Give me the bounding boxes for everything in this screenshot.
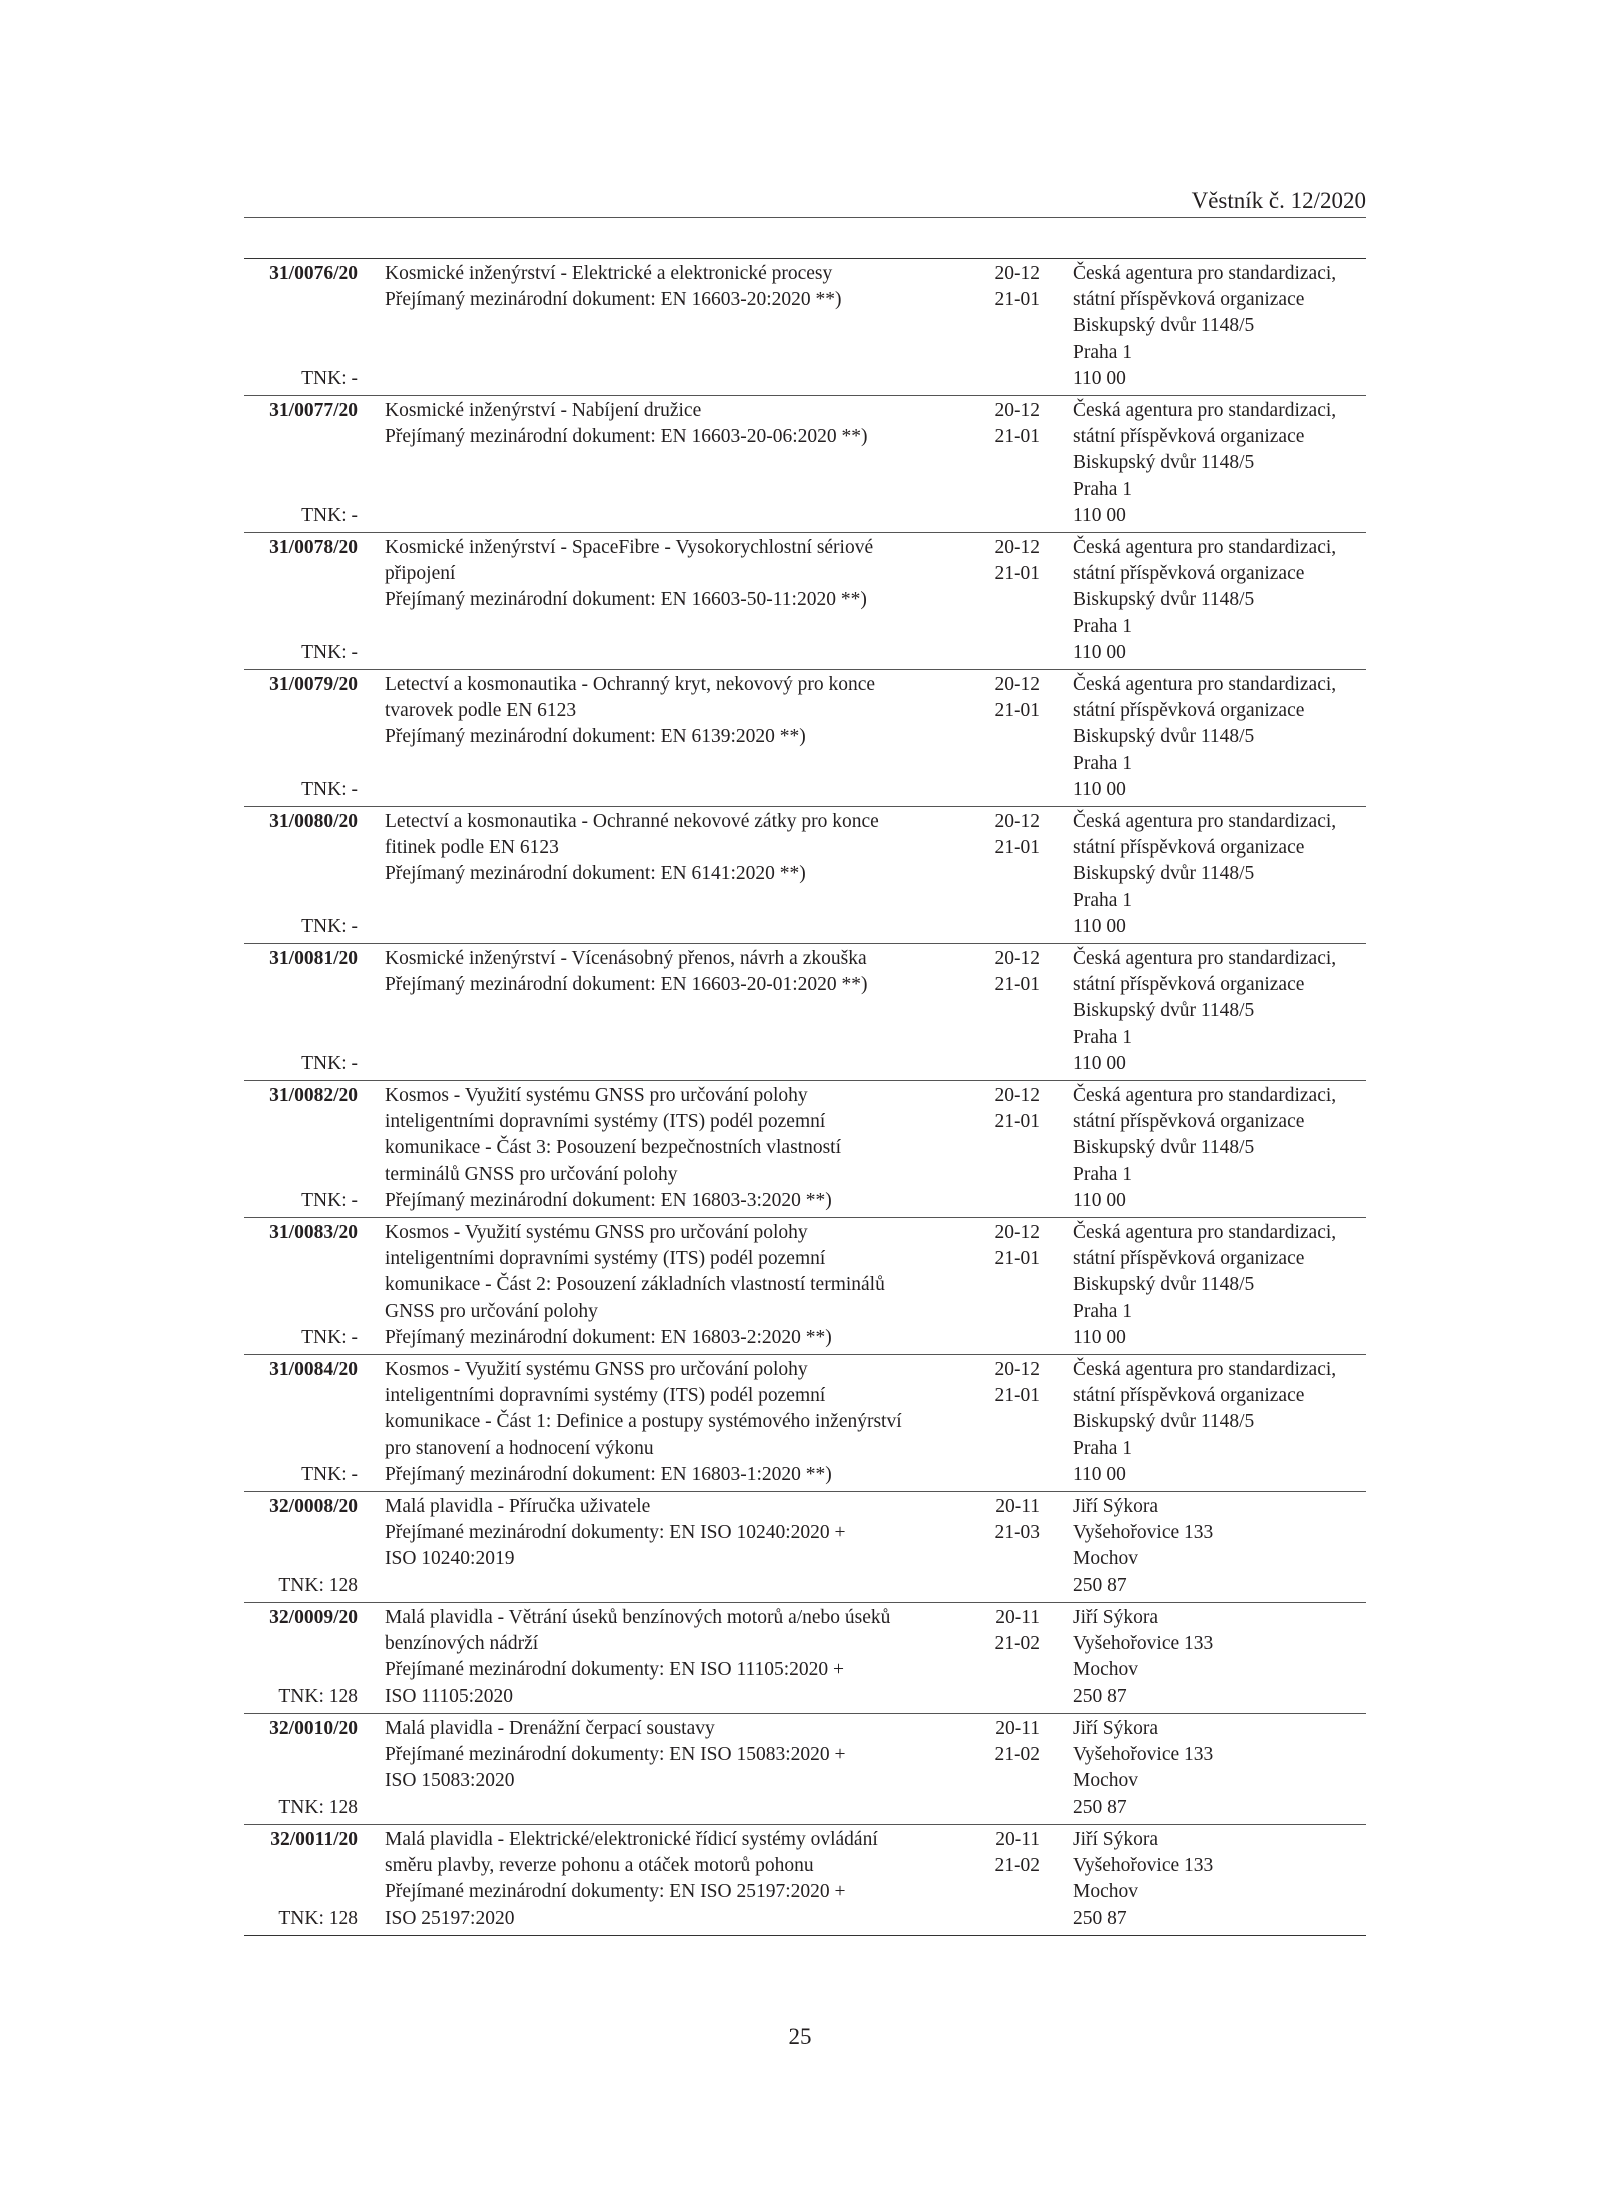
standard-title [385, 1605, 891, 1710]
date-value: 20-12 [994, 1085, 1040, 1106]
dates [990, 261, 1040, 313]
date-value: 20-12 [994, 948, 1040, 969]
address-line: státní příspěvková organizace [1073, 289, 1305, 311]
standard-title [385, 1716, 846, 1795]
dates [990, 535, 1040, 587]
journal-header: Věstník č. 12/2020 [1191, 188, 1366, 213]
standard-code: 32/0008/20 [269, 1496, 358, 1517]
address-line: Biskupský dvůr 1148/5 [1073, 589, 1255, 611]
processor-address [1073, 1827, 1373, 1932]
tnk-label: TNK: - [301, 778, 358, 800]
date-value: 20-12 [994, 537, 1040, 558]
title-line: tvarovek podle EN 6123 [385, 700, 577, 722]
address-line: Biskupský dvůr 1148/5 [1073, 452, 1255, 474]
table-row [244, 1713, 1366, 1824]
date-value: 20-12 [994, 811, 1040, 832]
tnk-label: TNK: - [301, 915, 358, 937]
date-value: 21-01 [994, 1111, 1040, 1133]
address-line: státní příspěvková organizace [1073, 837, 1305, 859]
processor-address [1073, 946, 1373, 1077]
header-rule [244, 217, 1366, 218]
date-value: 20-12 [994, 263, 1040, 284]
address-line: státní příspěvková organizace [1073, 700, 1305, 722]
title-line: Přejímané mezinárodní dokumenty: EN ISO 10240:2020 + [385, 1522, 846, 1544]
title-line: Přejímaný mezinárodní dokument: EN 16803-1:2020 **) [385, 1463, 832, 1485]
standard-title [385, 946, 868, 998]
title-line: Letectví a kosmonautika - Ochranný kryt, nekovový pro konce [385, 674, 876, 695]
standard-title [385, 261, 842, 313]
title-line: Kosmické inženýrství - Elektrické a elektronické procesy [385, 263, 833, 284]
date-value: 20-11 [995, 1718, 1040, 1739]
table-row [244, 1217, 1366, 1354]
address-line: Praha 1 [1073, 1026, 1133, 1048]
processor-address [1073, 261, 1373, 392]
date-value: 21-01 [994, 837, 1040, 859]
title-line: Přejímaný mezinárodní dokument: EN 6139:2020 **) [385, 726, 806, 748]
title-line: Přejímaný mezinárodní dokument: EN 16603-50-11:2020 **) [385, 589, 867, 611]
dates [990, 1220, 1040, 1272]
standard-code: 31/0080/20 [269, 811, 358, 832]
date-value: 21-01 [994, 1248, 1040, 1270]
title-line: terminálů GNSS pro určování polohy [385, 1163, 678, 1185]
address-line: Jiří Sýkora [1073, 1829, 1159, 1850]
address-line: Biskupský dvůr 1148/5 [1073, 1000, 1255, 1022]
dates [990, 672, 1040, 724]
address-line: Mochov [1073, 1881, 1138, 1903]
tnk-label: TNK: 128 [278, 1796, 358, 1818]
address-line: 250 87 [1073, 1574, 1127, 1596]
title-line: inteligentními dopravními systémy (ITS) podél pozemní [385, 1111, 826, 1133]
address-line: Česká agentura pro standardizaci, [1073, 811, 1337, 832]
standard-title [385, 1357, 902, 1488]
table-row [244, 1080, 1366, 1217]
title-line: Přejímané mezinárodní dokumenty: EN ISO 11105:2020 + [385, 1659, 845, 1681]
standard-code: 32/0010/20 [269, 1718, 358, 1739]
table-row [244, 943, 1366, 1080]
address-line: 250 87 [1073, 1685, 1127, 1707]
processor-address [1073, 535, 1373, 666]
table-row [244, 532, 1366, 669]
address-line: 110 00 [1073, 1052, 1126, 1074]
tnk-label: TNK: 128 [278, 1907, 358, 1929]
address-line: Vyšehořovice 133 [1073, 1855, 1214, 1877]
address-line: 110 00 [1073, 1463, 1126, 1485]
address-line: Biskupský dvůr 1148/5 [1073, 1137, 1255, 1159]
standard-code: 31/0077/20 [269, 400, 358, 421]
address-line: 110 00 [1073, 915, 1126, 937]
address-line: Praha 1 [1073, 615, 1133, 637]
standard-title [385, 809, 879, 888]
dates [990, 946, 1040, 998]
standards-table [244, 258, 1366, 1936]
date-value: 20-12 [994, 1222, 1040, 1243]
title-line: Přejímaný mezinárodní dokument: EN 16803-3:2020 **) [385, 1189, 832, 1211]
title-line: připojení [385, 563, 456, 585]
standard-title [385, 398, 868, 450]
address-line: 110 00 [1073, 1189, 1126, 1211]
table-row [244, 669, 1366, 806]
title-line: Kosmické inženýrství - Nabíjení družice [385, 400, 702, 421]
standard-title [385, 1220, 885, 1351]
dates [990, 1605, 1040, 1657]
address-line: 110 00 [1073, 367, 1126, 389]
title-line: Malá plavidla - Elektrické/elektronické řídicí systémy ovládání [385, 1829, 878, 1850]
dates [990, 809, 1040, 861]
address-line: 250 87 [1073, 1796, 1127, 1818]
date-value: 20-12 [994, 674, 1040, 695]
table-row [244, 1602, 1366, 1713]
address-line: 110 00 [1073, 641, 1126, 663]
tnk-label: TNK: 128 [278, 1574, 358, 1596]
title-line: inteligentními dopravními systémy (ITS) podél pozemní [385, 1385, 826, 1407]
address-line: Praha 1 [1073, 889, 1133, 911]
standard-code: 31/0078/20 [269, 537, 358, 558]
title-line: ISO 15083:2020 [385, 1770, 515, 1792]
table-row [244, 258, 1366, 395]
address-line: státní příspěvková organizace [1073, 1111, 1305, 1133]
title-line: GNSS pro určování polohy [385, 1300, 598, 1322]
title-line: komunikace - Část 2: Posouzení základních vlastností terminálů [385, 1274, 885, 1296]
title-line: ISO 25197:2020 [385, 1907, 515, 1929]
title-line: Přejímaný mezinárodní dokument: EN 16603-20:2020 **) [385, 289, 842, 311]
tnk-label: TNK: - [301, 504, 358, 526]
standard-title [385, 1083, 841, 1214]
dates [990, 1357, 1040, 1409]
tnk-label: TNK: - [301, 1326, 358, 1348]
title-line: komunikace - Část 3: Posouzení bezpečnostních vlastností [385, 1137, 841, 1159]
address-line: Biskupský dvůr 1148/5 [1073, 315, 1255, 337]
title-line: Přejímaný mezinárodní dokument: EN 16603-20-06:2020 **) [385, 426, 868, 448]
processor-address [1073, 1494, 1373, 1599]
address-line: Česká agentura pro standardizaci, [1073, 1359, 1337, 1380]
address-line: Praha 1 [1073, 1437, 1133, 1459]
tnk-label: TNK: - [301, 367, 358, 389]
date-value: 21-01 [994, 700, 1040, 722]
address-line: Česká agentura pro standardizaci, [1073, 674, 1337, 695]
title-line: komunikace - Část 1: Definice a postupy systémového inženýrství [385, 1411, 902, 1433]
standard-title [385, 1494, 846, 1573]
dates [990, 1494, 1040, 1546]
address-line: státní příspěvková organizace [1073, 563, 1305, 585]
table-row [244, 1354, 1366, 1491]
address-line: Jiří Sýkora [1073, 1496, 1159, 1517]
dates [990, 1716, 1040, 1768]
date-value: 20-12 [994, 1359, 1040, 1380]
title-line: směru plavby, reverze pohonu a otáček motorů pohonu [385, 1855, 814, 1877]
title-line: Kosmos - Využití systému GNSS pro určování polohy [385, 1359, 808, 1380]
address-line: 110 00 [1073, 1326, 1126, 1348]
title-line: Přejímaný mezinárodní dokument: EN 16603-20-01:2020 **) [385, 974, 868, 996]
standard-code: 31/0083/20 [269, 1222, 358, 1243]
processor-address [1073, 1605, 1373, 1710]
title-line: Kosmické inženýrství - Vícenásobný přenos, návrh a zkouška [385, 948, 867, 969]
address-line: Praha 1 [1073, 341, 1133, 363]
address-line: státní příspěvková organizace [1073, 426, 1305, 448]
standard-title [385, 1827, 878, 1932]
date-value: 21-01 [994, 426, 1040, 448]
date-value: 20-11 [995, 1829, 1040, 1850]
date-value: 21-02 [994, 1633, 1040, 1655]
standard-code: 31/0076/20 [269, 263, 358, 284]
date-value: 21-02 [994, 1855, 1040, 1877]
tnk-label: TNK: - [301, 1052, 358, 1074]
address-line: Jiří Sýkora [1073, 1607, 1159, 1628]
processor-address [1073, 1220, 1373, 1351]
standard-code: 31/0081/20 [269, 948, 358, 969]
address-line: Jiří Sýkora [1073, 1718, 1159, 1739]
address-line: Praha 1 [1073, 752, 1133, 774]
standard-title [385, 535, 874, 614]
address-line: Biskupský dvůr 1148/5 [1073, 863, 1255, 885]
standard-code: 32/0011/20 [270, 1829, 358, 1850]
title-line: Kosmos - Využití systému GNSS pro určování polohy [385, 1222, 808, 1243]
title-line: Přejímaný mezinárodní dokument: EN 6141:2020 **) [385, 863, 806, 885]
processor-address [1073, 1716, 1373, 1821]
page-number: 25 [788, 2024, 812, 2049]
tnk-label: TNK: - [301, 1463, 358, 1485]
address-line: 110 00 [1073, 778, 1126, 800]
tnk-label: TNK: - [301, 1189, 358, 1211]
tnk-label: TNK: 128 [278, 1685, 358, 1707]
processor-address [1073, 1083, 1373, 1214]
standard-code: 31/0082/20 [269, 1085, 358, 1106]
dates [990, 398, 1040, 450]
address-line: Česká agentura pro standardizaci, [1073, 1085, 1337, 1106]
table-row [244, 395, 1366, 532]
date-value: 20-12 [994, 400, 1040, 421]
title-line: Letectví a kosmonautika - Ochranné nekovové zátky pro konce [385, 811, 879, 832]
title-line: Přejímané mezinárodní dokumenty: EN ISO 25197:2020 + [385, 1881, 846, 1903]
address-line: Praha 1 [1073, 1300, 1133, 1322]
date-value: 21-01 [994, 974, 1040, 996]
title-line: ISO 10240:2019 [385, 1548, 515, 1570]
title-line: Malá plavidla - Drenážní čerpací soustavy [385, 1718, 715, 1739]
address-line: Česká agentura pro standardizaci, [1073, 1222, 1337, 1243]
date-value: 21-02 [994, 1744, 1040, 1766]
processor-address [1073, 1357, 1373, 1488]
title-line: benzínových nádrží [385, 1633, 539, 1655]
title-line: Kosmické inženýrství - SpaceFibre - Vysokorychlostní sériové [385, 537, 874, 558]
standard-code: 31/0084/20 [269, 1359, 358, 1380]
title-line: Přejímané mezinárodní dokumenty: EN ISO 15083:2020 + [385, 1744, 846, 1766]
address-line: Biskupský dvůr 1148/5 [1073, 1411, 1255, 1433]
standard-title [385, 672, 876, 751]
title-line: inteligentními dopravními systémy (ITS) podél pozemní [385, 1248, 826, 1270]
address-line: Vyšehořovice 133 [1073, 1744, 1214, 1766]
address-line: Česká agentura pro standardizaci, [1073, 400, 1337, 421]
dates [990, 1083, 1040, 1135]
standard-code: 31/0079/20 [269, 674, 358, 695]
address-line: Mochov [1073, 1659, 1138, 1681]
address-line: státní příspěvková organizace [1073, 1248, 1305, 1270]
address-line: Mochov [1073, 1548, 1138, 1570]
address-line: Praha 1 [1073, 1163, 1133, 1185]
title-line: Přejímaný mezinárodní dokument: EN 16803-2:2020 **) [385, 1326, 832, 1348]
tnk-label: TNK: - [301, 641, 358, 663]
date-value: 21-03 [994, 1522, 1040, 1544]
address-line: Česká agentura pro standardizaci, [1073, 537, 1337, 558]
address-line: Vyšehořovice 133 [1073, 1633, 1214, 1655]
title-line: Malá plavidla - Větrání úseků benzínových motorů a/nebo úseků [385, 1607, 891, 1628]
address-line: Biskupský dvůr 1148/5 [1073, 726, 1255, 748]
address-line: Praha 1 [1073, 478, 1133, 500]
title-line: ISO 11105:2020 [385, 1685, 514, 1707]
date-value: 20-11 [995, 1607, 1040, 1628]
title-line: fitinek podle EN 6123 [385, 837, 559, 859]
date-value: 21-01 [994, 563, 1040, 585]
address-line: Biskupský dvůr 1148/5 [1073, 1274, 1255, 1296]
address-line: státní příspěvková organizace [1073, 974, 1305, 996]
title-line: Kosmos - Využití systému GNSS pro určování polohy [385, 1085, 808, 1106]
standard-code: 32/0009/20 [269, 1607, 358, 1628]
date-value: 21-01 [994, 289, 1040, 311]
date-value: 21-01 [994, 1385, 1040, 1407]
table-row [244, 1824, 1366, 1936]
address-line: Česká agentura pro standardizaci, [1073, 263, 1337, 284]
dates [990, 1827, 1040, 1879]
address-line: Česká agentura pro standardizaci, [1073, 948, 1337, 969]
title-line: Malá plavidla - Příručka uživatele [385, 1496, 651, 1517]
processor-address [1073, 672, 1373, 803]
processor-address [1073, 809, 1373, 940]
title-line: pro stanovení a hodnocení výkonu [385, 1437, 654, 1459]
address-line: Mochov [1073, 1770, 1138, 1792]
address-line: 110 00 [1073, 504, 1126, 526]
table-row [244, 1491, 1366, 1602]
date-value: 20-11 [995, 1496, 1040, 1517]
address-line: státní příspěvková organizace [1073, 1385, 1305, 1407]
address-line: Vyšehořovice 133 [1073, 1522, 1214, 1544]
table-row [244, 806, 1366, 943]
address-line: 250 87 [1073, 1907, 1127, 1929]
processor-address [1073, 398, 1373, 529]
